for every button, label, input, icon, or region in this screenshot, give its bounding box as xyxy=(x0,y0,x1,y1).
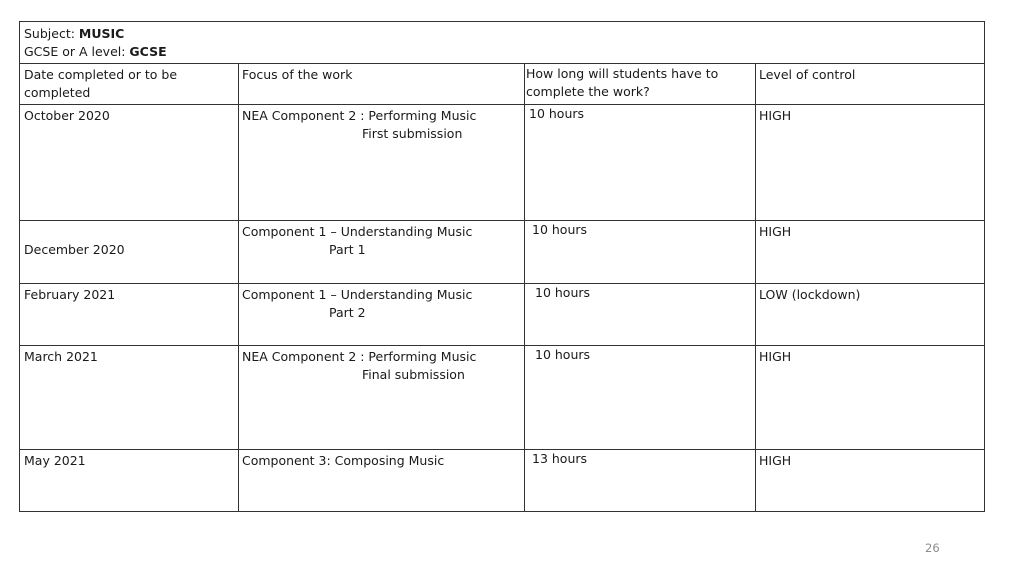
row-2-date: December 2020 xyxy=(24,242,125,257)
row-5-date: May 2021 xyxy=(24,453,86,468)
row-2-time: 10 hours xyxy=(532,222,588,237)
subject-value: MUSIC xyxy=(78,26,125,41)
row-divider xyxy=(20,283,984,284)
subject-label: Subject: xyxy=(24,26,79,41)
row-2-control: HIGH xyxy=(759,224,792,239)
row-divider xyxy=(20,220,984,221)
row-1-date: October 2020 xyxy=(24,108,110,123)
level-line xyxy=(24,43,167,61)
column-divider xyxy=(524,63,525,511)
row-3-time: 10 hours xyxy=(535,285,591,300)
row-3-control: LOW (lockdown) xyxy=(759,287,861,302)
row-divider xyxy=(20,449,984,450)
level-value: GCSE xyxy=(129,44,167,59)
work-schedule-table xyxy=(19,21,985,512)
row-3-focus-detail: Part 2 xyxy=(329,305,366,320)
column-header-focus: Focus of the work xyxy=(242,67,353,82)
row-4-control: HIGH xyxy=(759,349,792,364)
row-1-time: 10 hours xyxy=(529,106,585,121)
row-5-focus: Component 3: Composing Music xyxy=(242,453,445,468)
row-3-date: February 2021 xyxy=(24,287,116,302)
row-2-focus: Component 1 – Understanding Music xyxy=(242,224,473,239)
row-4-time: 10 hours xyxy=(535,347,591,362)
column-divider xyxy=(755,63,756,511)
page-number: 26 xyxy=(925,541,940,555)
level-label: GCSE or A level: xyxy=(24,44,130,59)
row-5-control: HIGH xyxy=(759,453,792,468)
column-header-control: Level of control xyxy=(759,67,856,82)
row-4-date: March 2021 xyxy=(24,349,98,364)
row-1-focus: NEA Component 2 : Performing Music xyxy=(242,108,477,123)
row-divider xyxy=(20,63,984,64)
row-1-focus-detail: First submission xyxy=(362,126,463,141)
row-5-time: 13 hours xyxy=(532,451,588,466)
column-header-time: How long will students have to complete the work? xyxy=(526,66,719,99)
row-2-focus-detail: Part 1 xyxy=(329,242,366,257)
row-4-focus: NEA Component 2 : Performing Music xyxy=(242,349,477,364)
subject-line xyxy=(24,25,124,43)
row-4-focus-detail: Final submission xyxy=(362,367,465,382)
row-divider xyxy=(20,345,984,346)
column-divider xyxy=(238,63,239,511)
row-1-control: HIGH xyxy=(759,108,792,123)
row-divider xyxy=(20,104,984,105)
row-3-focus: Component 1 – Understanding Music xyxy=(242,287,473,302)
column-header-date: Date completed or to be completed xyxy=(24,67,178,100)
